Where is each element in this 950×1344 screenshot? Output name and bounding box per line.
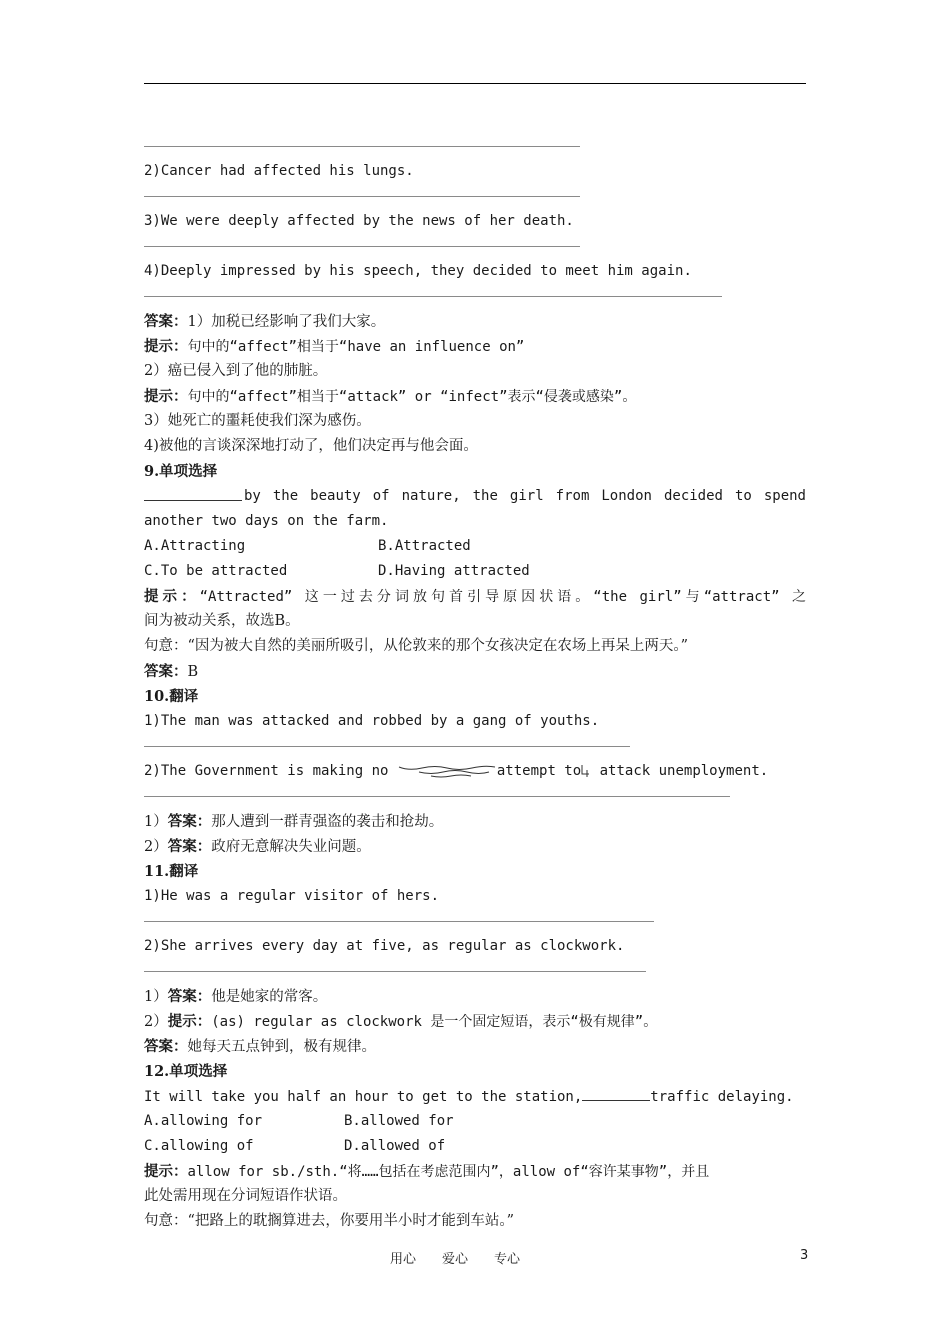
- q12-stem: It will take you half an hour to get to the station, traffic delaying.: [144, 1084, 806, 1109]
- header-rule: [144, 83, 806, 84]
- q9-stem-line-2: another two days on the farm.: [144, 513, 389, 529]
- q9-answer: 答案：B: [144, 663, 199, 680]
- insert-mark-icon: [581, 764, 591, 778]
- q11-tip-2: 2）提示：(as) regular as clockwork 是一个固定短语，表示“极有规律”。: [144, 1013, 658, 1030]
- q9-tip-line-1: 提示：“Attracted” 这一过去分词放句首引导原因状语。“the girl”与“attract” 之: [144, 588, 807, 605]
- answer-blank[interactable]: [144, 784, 806, 809]
- q8-sentence-3: 3)We were deeply affected by the news of her death.: [144, 213, 574, 229]
- q10-title: 10.翻译: [144, 688, 199, 705]
- q8-tip-2: 提示：句中的“affect”相当于“attack” or “infect”表示“侵袭或感染”。: [144, 388, 637, 405]
- q9-title: 9.单项选择: [144, 463, 218, 480]
- option-b[interactable]: B.allowed for: [344, 1113, 454, 1129]
- q12-tip-line-2: 此处需用现在分词短语作状语。: [144, 1188, 347, 1204]
- q8-answer-2: 2）癌已侵入到了他的肺脏。: [144, 363, 328, 379]
- option-c[interactable]: C.To be attracted: [144, 563, 288, 579]
- answer-blank[interactable]: [144, 134, 806, 159]
- option-a[interactable]: A.Attracting: [144, 538, 246, 554]
- answer-blank[interactable]: [144, 284, 806, 309]
- q8-answer-3: 3）她死亡的噩耗使我们深为感伤。: [144, 413, 371, 429]
- option-d[interactable]: D.allowed of: [344, 1138, 446, 1154]
- q12-tip-line-1: 提示：allow for sb./sth.“将……包括在考虑范围内”，allow of“容许某事物”，并且: [144, 1163, 710, 1180]
- option-c[interactable]: C.allowing of: [144, 1138, 254, 1154]
- page-content: [144, 134, 806, 1234]
- answer-label: 答案：: [144, 1038, 188, 1055]
- footer-motto: 用心 爱心 专心: [390, 1252, 521, 1267]
- q12-options-ab: [144, 1109, 806, 1134]
- q8-sentence-4: 4)Deeply impressed by his speech, they decided to meet him again.: [144, 263, 692, 279]
- q8-tip-1: 提示：句中的“affect”相当于“have an influence on”: [144, 338, 525, 355]
- answer-blank[interactable]: [144, 234, 806, 259]
- fill-blank[interactable]: [144, 484, 242, 501]
- option-b[interactable]: B.Attracted: [378, 538, 471, 554]
- q10-answer-2: 2）答案：政府无意解决失业问题。: [144, 838, 371, 855]
- q11-sentence-1: 1)He was a regular visitor of hers.: [144, 888, 440, 904]
- answer-blank[interactable]: [144, 734, 806, 759]
- page-number: 3: [800, 1248, 809, 1263]
- q11-answer-1: 1）答案：他是她家的常客。: [144, 988, 328, 1005]
- tip-label: 提示：: [144, 588, 200, 605]
- q10-sentence-1: 1)The man was attacked and robbed by a gang of youths.: [144, 713, 600, 729]
- q12-options-cd: [144, 1134, 806, 1159]
- answer-label: 答案：: [144, 313, 188, 330]
- q9-meaning: 句意：“因为被大自然的美丽所吸引，从伦敦来的那个女孩决定在农场上再呆上两天。”: [144, 638, 689, 654]
- q12-meaning: 句意：“把路上的耽搁算进去，你要用半小时才能到车站。”: [144, 1213, 515, 1229]
- tip-label: 提示：: [167, 1013, 212, 1030]
- tip-label: 提示：: [144, 338, 188, 355]
- answer-blank[interactable]: [144, 909, 806, 934]
- page-footer: [0, 1248, 950, 1268]
- answer-label: 答案：: [167, 988, 212, 1005]
- q9-tip-line-2: 间为被动关系，故选B。: [144, 613, 300, 629]
- q8-sentence-2: 2)Cancer had affected his lungs.: [144, 163, 414, 179]
- q11-answer-2: 答案：她每天五点钟到，极有规律。: [144, 1038, 376, 1055]
- answer-blank[interactable]: [144, 184, 806, 209]
- tip-label: 提示：: [144, 1163, 188, 1180]
- answer-label: 答案：: [144, 663, 188, 680]
- q8-answer-4: 4)被他的言谈深深地打动了，他们决定再与他会面。: [144, 438, 478, 454]
- answer-label: 答案：: [167, 813, 212, 830]
- tip-label: 提示：: [144, 388, 188, 405]
- answer-blank[interactable]: [144, 959, 806, 984]
- q9-options-cd: [144, 559, 806, 584]
- option-a[interactable]: A.allowing for: [144, 1113, 263, 1129]
- q8-answer-1: 答案：1）加税已经影响了我们大家。: [144, 313, 386, 330]
- squiggle-mark-icon: [397, 764, 497, 778]
- q9-stem-line-1: by the beauty of nature, the girl from London decided to spend: [144, 484, 806, 509]
- q11-sentence-2: 2)She arrives every day at five, as regular as clockwork.: [144, 938, 625, 954]
- answer-label: 答案：: [167, 838, 212, 855]
- q10-answer-1: 1）答案：那人遭到一群青强盗的袭击和抢劫。: [144, 813, 444, 830]
- fill-blank[interactable]: [582, 1084, 650, 1101]
- option-d[interactable]: D.Having attracted: [378, 563, 530, 579]
- q9-options-ab: [144, 534, 806, 559]
- q12-title: 12.单项选择: [144, 1063, 228, 1080]
- q11-title: 11.翻译: [144, 863, 199, 880]
- q10-sentence-2: 2)The Government is making no attempt to attack unemployment.: [144, 763, 769, 779]
